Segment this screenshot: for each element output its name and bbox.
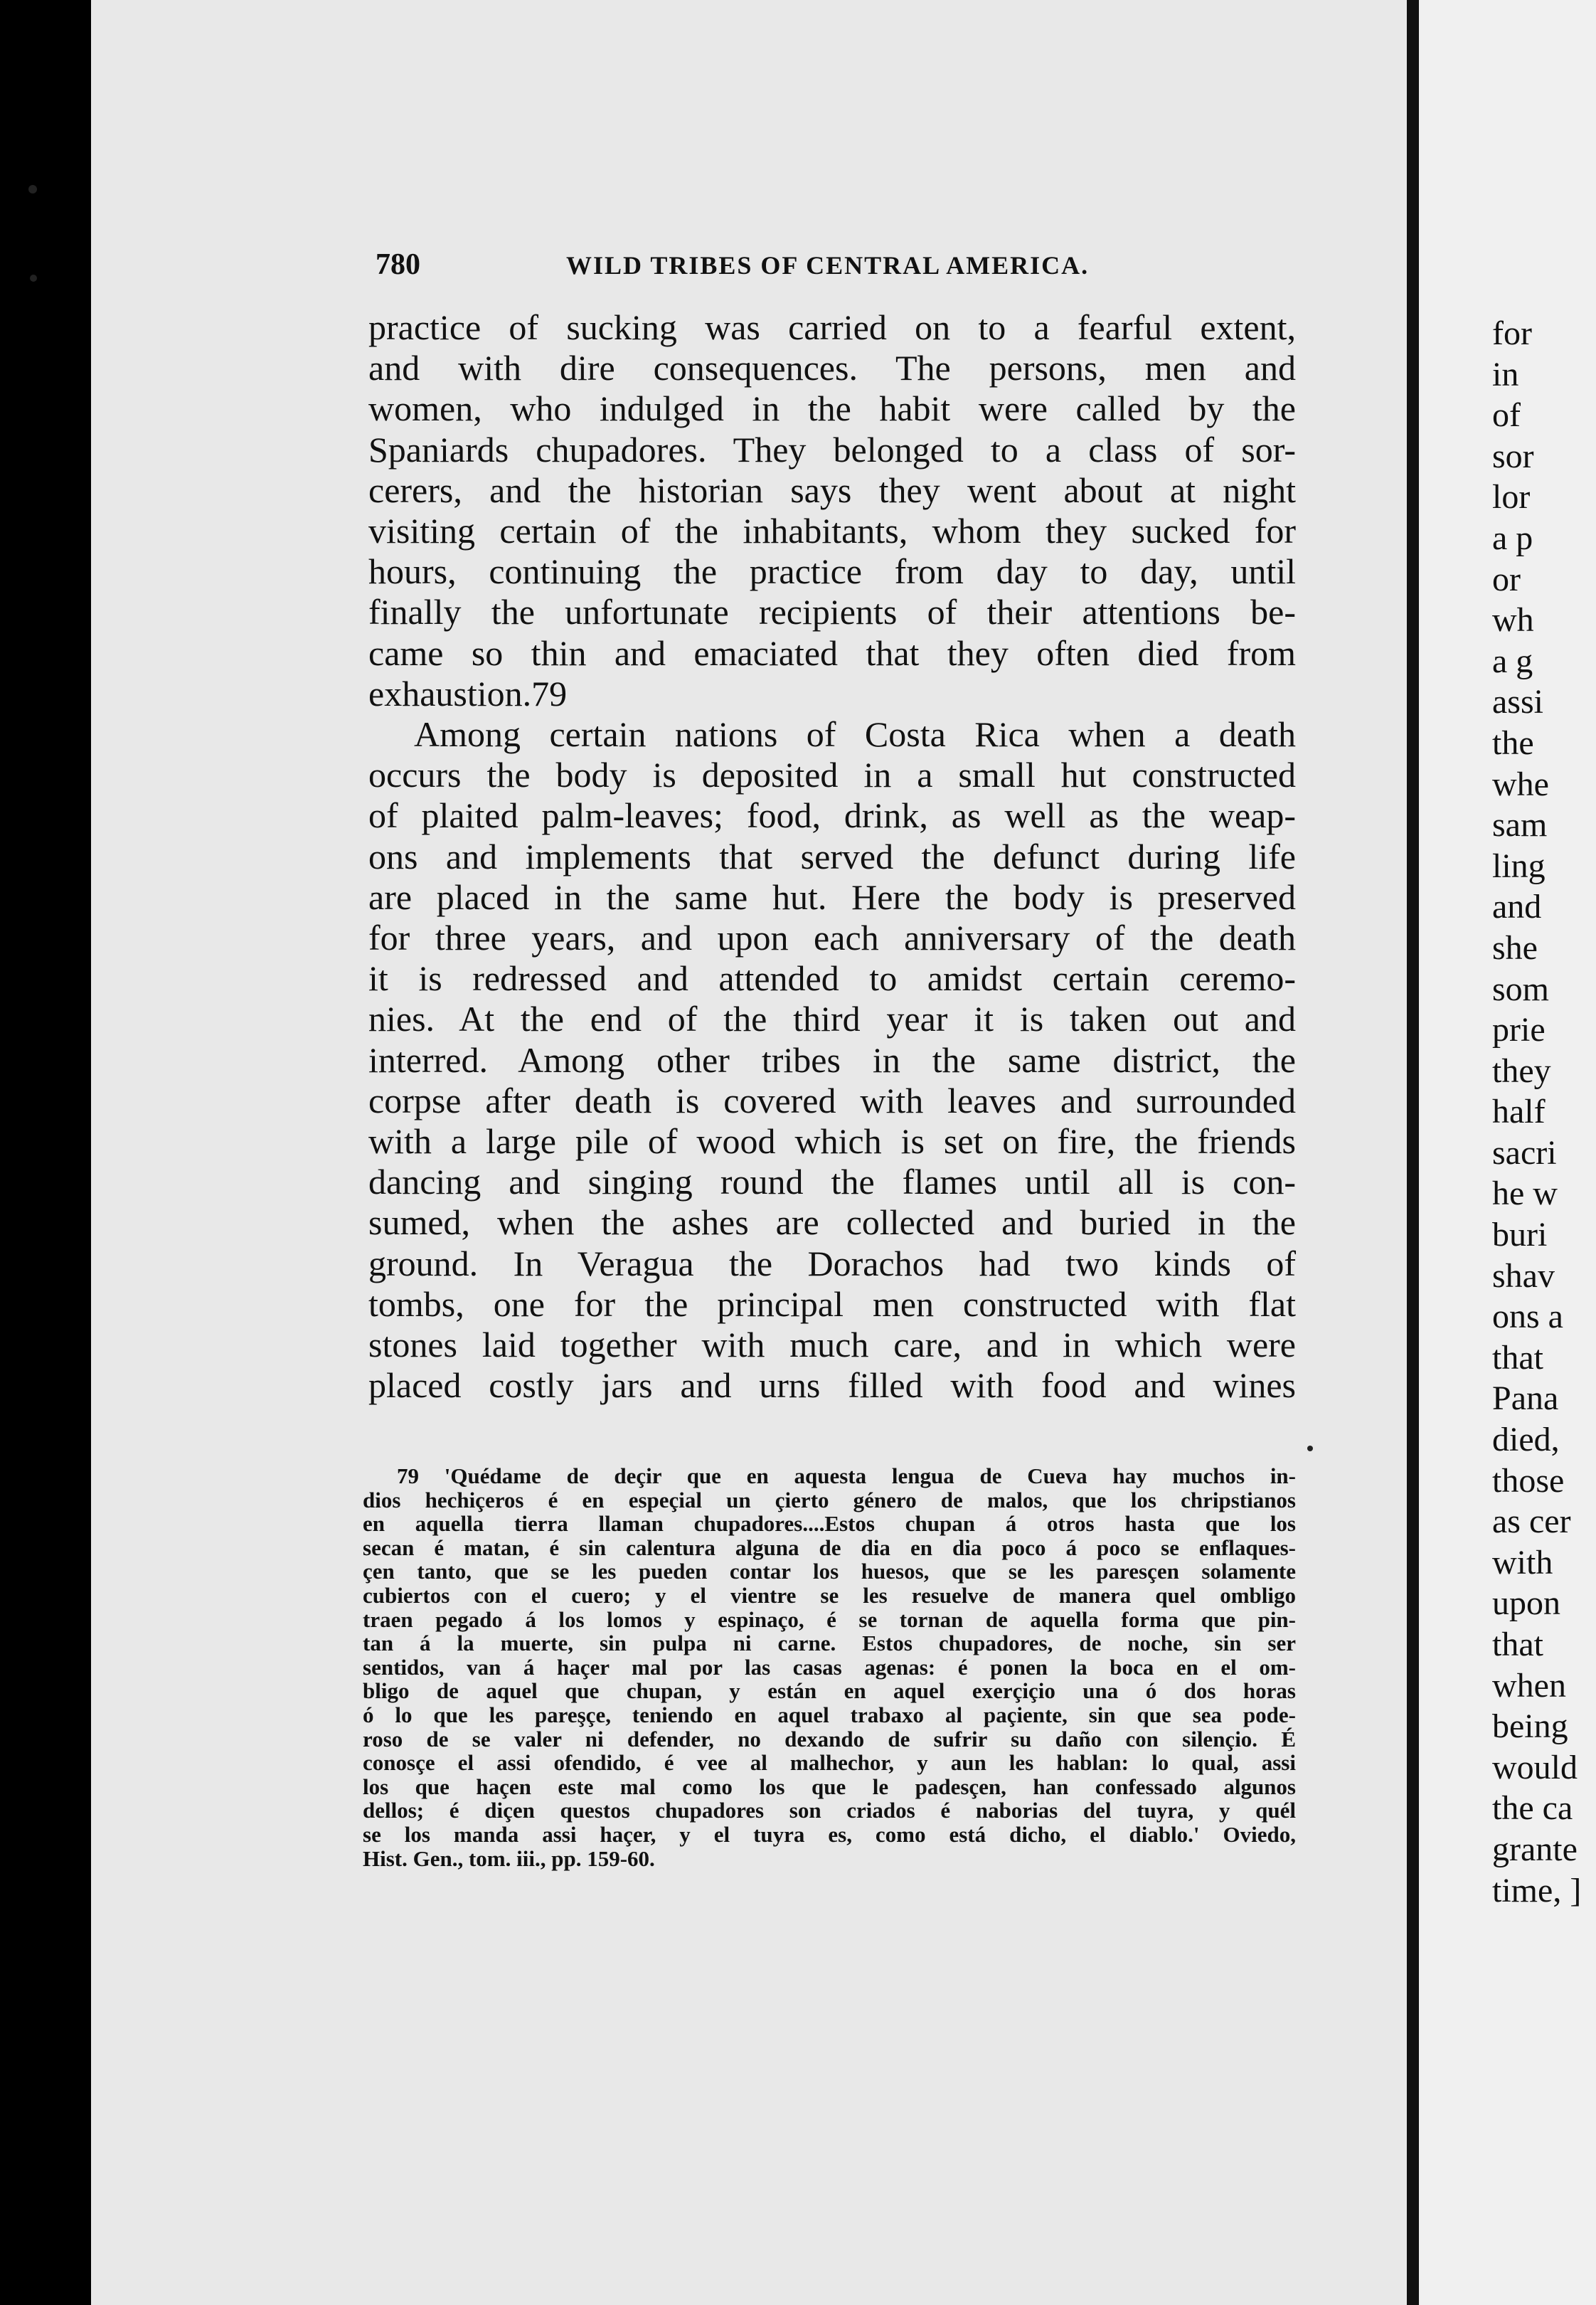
footnote-line: cubiertos con el cuero; y el vientre se les resuelve de manera quel ombligo: [363, 1582, 1296, 1608]
body-line: cerers, and the historian says they went about at night: [368, 470, 1296, 510]
body-line: with a large pile of wood which is set on fire, the friends: [368, 1121, 1296, 1162]
body-line: for three years, and upon each anniversary of the death: [368, 918, 1296, 958]
footnote-line: dios hechiçeros é en espeçial un çierto género de malos, que los chripstianos: [363, 1487, 1296, 1512]
body-line: are placed in the same hut. Here the body is preserved: [368, 876, 1296, 917]
right-line: as cer: [1492, 1503, 1571, 1541]
right-line: prie: [1492, 1011, 1546, 1049]
body-line: placed costly jars and urns filled with food and wines: [368, 1365, 1296, 1406]
body-line: visiting certain of the inhabitants, whom they sucked for: [368, 511, 1296, 551]
right-line: with: [1492, 1543, 1553, 1581]
footnote-79: [363, 1464, 1296, 1870]
right-line: lor: [1492, 478, 1531, 516]
right-line: a p: [1492, 519, 1533, 557]
right-line: she: [1492, 928, 1538, 967]
right-line: died,: [1492, 1421, 1560, 1459]
right-line: wh: [1492, 601, 1534, 640]
body-line: came so thin and emaciated that they often died from: [368, 632, 1296, 673]
page-gutter: [1407, 0, 1419, 2305]
right-line: the ca: [1492, 1789, 1573, 1828]
footnote-line: çen tanto, que se les pueden contar los huesos, que se les paresçen solamente: [363, 1559, 1296, 1584]
right-line: would: [1492, 1748, 1578, 1786]
right-line: being: [1492, 1707, 1568, 1746]
right-line: ons a: [1492, 1298, 1563, 1336]
body-line: interred. Among other tribes in the same district, the: [368, 1039, 1296, 1080]
right-line: and: [1492, 888, 1542, 926]
body-text: [368, 307, 1296, 1406]
body-line: hours, continuing the practice from day to day, until: [368, 551, 1296, 592]
right-line: Pana: [1492, 1379, 1559, 1418]
footnote-line: se los manda assi haçer, y el tuyra es, como está dicho, el diablo.' Oviedo,: [363, 1821, 1296, 1847]
footnote-line: dellos; é diçen questos chupadores son criados é naborias del tuyra, y quél: [363, 1798, 1296, 1823]
body-line: and with dire consequences. The persons, men and: [368, 348, 1296, 388]
right-line: he w: [1492, 1175, 1558, 1213]
right-line: for: [1492, 314, 1532, 352]
body-line: exhaustion.79: [368, 673, 568, 714]
right-line: a g: [1492, 642, 1533, 680]
right-line: half: [1492, 1093, 1546, 1131]
body-line: occurs the body is deposited in a small hut constructed: [368, 755, 1296, 795]
footnote-line: roso de se valer ni defender, no dexando de sufrir su daño con silençio. É: [363, 1726, 1296, 1752]
body-line: women, who indulged in the habit were called by the: [368, 388, 1296, 429]
body-line: corpse after death is covered with leaves and surrounded: [368, 1080, 1296, 1120]
footnote-line: traen pegado á los lomos y espinaço, é se tornan de aquella forma que pin-: [363, 1606, 1296, 1632]
body-line: ground. In Veragua the Dorachos had two kinds of: [368, 1243, 1296, 1283]
footnote-line: bligo de aquel que chupan, y están en aquel exerçiçio una ó dos horas: [363, 1678, 1296, 1704]
right-line: grante: [1492, 1830, 1578, 1868]
right-line: in: [1492, 355, 1519, 393]
right-line: the: [1492, 724, 1534, 762]
body-line: Spaniards chupadores. They belonged to a class of sor-: [368, 429, 1296, 470]
scan-speck: [28, 185, 37, 194]
body-line: sumed, when the ashes are collected and buried in the: [368, 1202, 1296, 1243]
footnote-line: Hist. Gen., tom. iii., pp. 159-60.: [363, 1845, 655, 1871]
right-line: time, ]: [1492, 1871, 1582, 1909]
right-line: or: [1492, 560, 1521, 598]
right-line: when: [1492, 1666, 1566, 1705]
right-line: sam: [1492, 806, 1548, 844]
right-line: shav: [1492, 1256, 1555, 1295]
body-line: tombs, one for the principal men constructed with flat: [368, 1283, 1296, 1324]
scan-speck: [1307, 1446, 1313, 1451]
body-line: dancing and singing round the flames until all is con-: [368, 1162, 1296, 1202]
footnote-line: en aquella tierra llaman chupadores....Estos chupan á otros hasta que los: [363, 1511, 1296, 1537]
scan-speck: [30, 275, 37, 282]
body-line: practice of sucking was carried on to a fearful extent,: [368, 307, 1296, 347]
running-head: WILD TRIBES OF CENTRAL AMERICA.: [566, 251, 1090, 280]
footnote-line: 79 'Quédame de deçir que en aquesta lengua de Cueva hay muchos in-: [397, 1463, 1296, 1488]
right-line: upon: [1492, 1584, 1560, 1623]
right-line: whe: [1492, 765, 1549, 803]
right-page-text: [1492, 313, 1596, 1911]
right-line: sacri: [1492, 1133, 1557, 1172]
footnote-line: tan á la muerte, sin pulpa ni carne. Estos chupadores, de noche, sin ser: [363, 1631, 1296, 1656]
scan-left-margin: [0, 0, 91, 2305]
body-line: it is redressed and attended to amidst certain ceremo-: [368, 958, 1296, 999]
footnote-line: ó lo que les pareşçe, teniendo en aquel trabaxo al paçiente, sin que sea pode-: [363, 1702, 1296, 1727]
right-line: buri: [1492, 1216, 1548, 1254]
footnote-line: conosçe el assi ofendido, é vee al malhechor, y aun les hablan: lo qual, assi: [363, 1750, 1296, 1776]
right-line: som: [1492, 970, 1550, 1008]
right-line: that: [1492, 1626, 1543, 1663]
body-line: nies. At the end of the third year it is taken out and: [368, 999, 1296, 1039]
paragraph-start: Among certain nations of Costa Rica when a death: [414, 714, 1296, 755]
right-line: they: [1492, 1051, 1551, 1090]
body-line: of plaited palm-leaves; food, drink, as well as the weap-: [368, 795, 1296, 836]
right-line: assi: [1492, 683, 1543, 721]
right-line: that: [1492, 1338, 1543, 1377]
footnote-line: sentidos, van á haçer mal por las casas agenas: é ponen la boca en el om-: [363, 1654, 1296, 1680]
footnote-line: los que haçen este mal como los que le padesçen, han confessado algunos: [363, 1774, 1296, 1799]
right-line: of: [1492, 396, 1521, 435]
body-line: finally the unfortunate recipients of their attentions be-: [368, 592, 1296, 632]
body-line: stones laid together with much care, and in which were: [368, 1325, 1296, 1365]
right-line: sor: [1492, 437, 1534, 475]
right-line: ling: [1492, 847, 1546, 885]
footnote-line: secan é matan, é sin calentura alguna de dia en dia poco á poco se enflaques-: [363, 1535, 1296, 1560]
page-number: 780: [376, 248, 420, 281]
page-header: [376, 248, 1300, 290]
body-line: ons and implements that served the defunct during life: [368, 836, 1296, 876]
right-line: those: [1492, 1461, 1565, 1500]
